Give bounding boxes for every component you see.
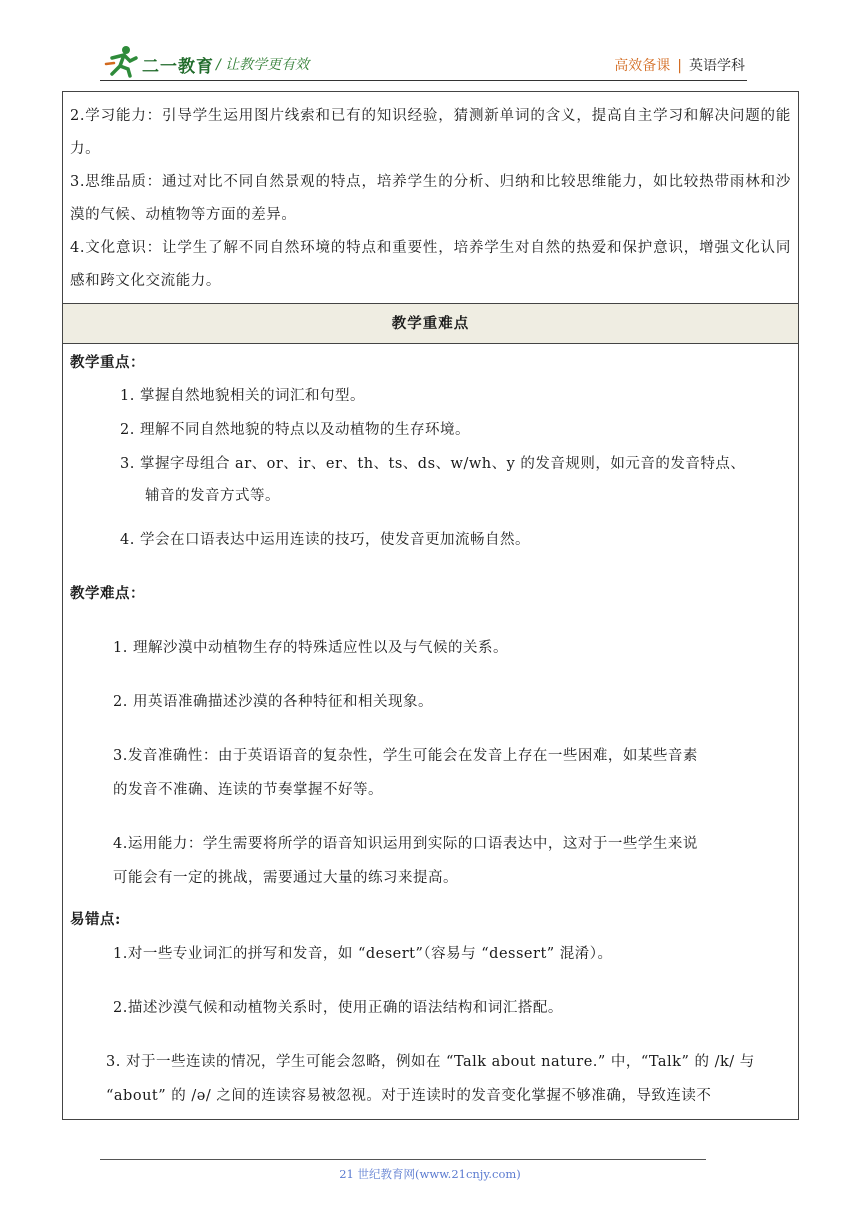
- header-right: [614, 55, 745, 75]
- difficult-point-item: 可能会有一定的挑战，需要通过大量的练习来提高。: [113, 870, 458, 886]
- error-point-item: “about” 的 /ə/ 之间的连读容易被忽视。对于连读时的发音变化掌握不够准确，导致连读不: [106, 1088, 712, 1104]
- key-point-item: 3. 掌握字母组合 ar、or、ir、er、th、ts、ds、w/wh、y 的发音规则，如元音的发音特点、: [120, 456, 746, 472]
- difficult-point-item: 的发音不准确、连读的节奏掌握不好等。: [113, 782, 383, 798]
- runner-logo-icon: [104, 44, 140, 78]
- objective-paragraph: 4.文化意识：让学生了解不同自然环境的特点和重要性，培养学生对自然的热爱和保护意识，增强文化认同感和跨文化交流能力。: [70, 240, 791, 289]
- key-point-item: 4. 学会在口语表达中运用连读的技巧，使发音更加流畅自然。: [120, 532, 530, 548]
- objective-paragraph: 2.学习能力：引导学生运用图片线索和已有的知识经验，猜测新单词的含义，提高自主学习和解决问题的能力。: [70, 108, 791, 157]
- slogan: / 让教学更有效: [216, 57, 310, 73]
- error-point-item: 1.对一些专业词汇的拼写和发音，如 “desert”（容易与 “dessert” 混淆）。: [113, 946, 613, 962]
- error-point-item: 3. 对于一些连读的情况，学生可能会忽略，例如在 “Talk about nature.” 中，“Talk” 的 /k/ 与: [106, 1054, 755, 1070]
- key-point-item: 1. 掌握自然地貌相关的词汇和句型。: [120, 388, 365, 404]
- page-header: [0, 0, 860, 92]
- difficult-point-item: 2. 用英语准确描述沙漠的各种特征和相关现象。: [113, 694, 433, 710]
- header-divider: [100, 80, 747, 81]
- key-point-item: 2. 理解不同自然地貌的特点以及动植物的生存环境。: [120, 422, 470, 438]
- objective-paragraph: 3.思维品质：通过对比不同自然景观的特点，培养学生的分析、归纳和比较思维能力，如比较热带雨林和沙漠的气候、动植物等方面的差异。: [70, 174, 791, 223]
- section-title-band: 教学重难点: [63, 304, 798, 344]
- objectives-section: [63, 92, 798, 304]
- difficult-points-heading: 教学难点：: [70, 585, 145, 602]
- logo-text: 二一教育: [142, 57, 214, 77]
- footer-text: 21 世纪教育网(www.21cnjy.com): [339, 1167, 521, 1181]
- difficult-point-item: 3.发音准确性：由于英语语音的复杂性，学生可能会在发音上存在一些困难，如某些音素: [113, 748, 698, 764]
- key-points-heading: 教学重点：: [70, 354, 145, 371]
- key-difficult-section: [63, 344, 798, 1119]
- error-point-item: 2.描述沙漠气候和动植物关系时，使用正确的语法结构和词汇搭配。: [113, 1000, 563, 1016]
- footer-divider: [100, 1159, 706, 1160]
- error-points-heading: 易错点:: [70, 911, 121, 928]
- key-point-item: 辅音的发音方式等。: [145, 488, 280, 504]
- brand-label: 高效备课: [614, 58, 671, 74]
- header-separator: |: [677, 58, 682, 74]
- difficult-point-item: 1. 理解沙漠中动植物生存的特殊适应性以及与气候的关系。: [113, 640, 508, 656]
- subject-label: 英语学科: [689, 58, 745, 74]
- difficult-point-item: 4.运用能力：学生需要将所学的语音知识运用到实际的口语表达中，这对于一些学生来说: [113, 836, 698, 852]
- content-table: [62, 91, 799, 1120]
